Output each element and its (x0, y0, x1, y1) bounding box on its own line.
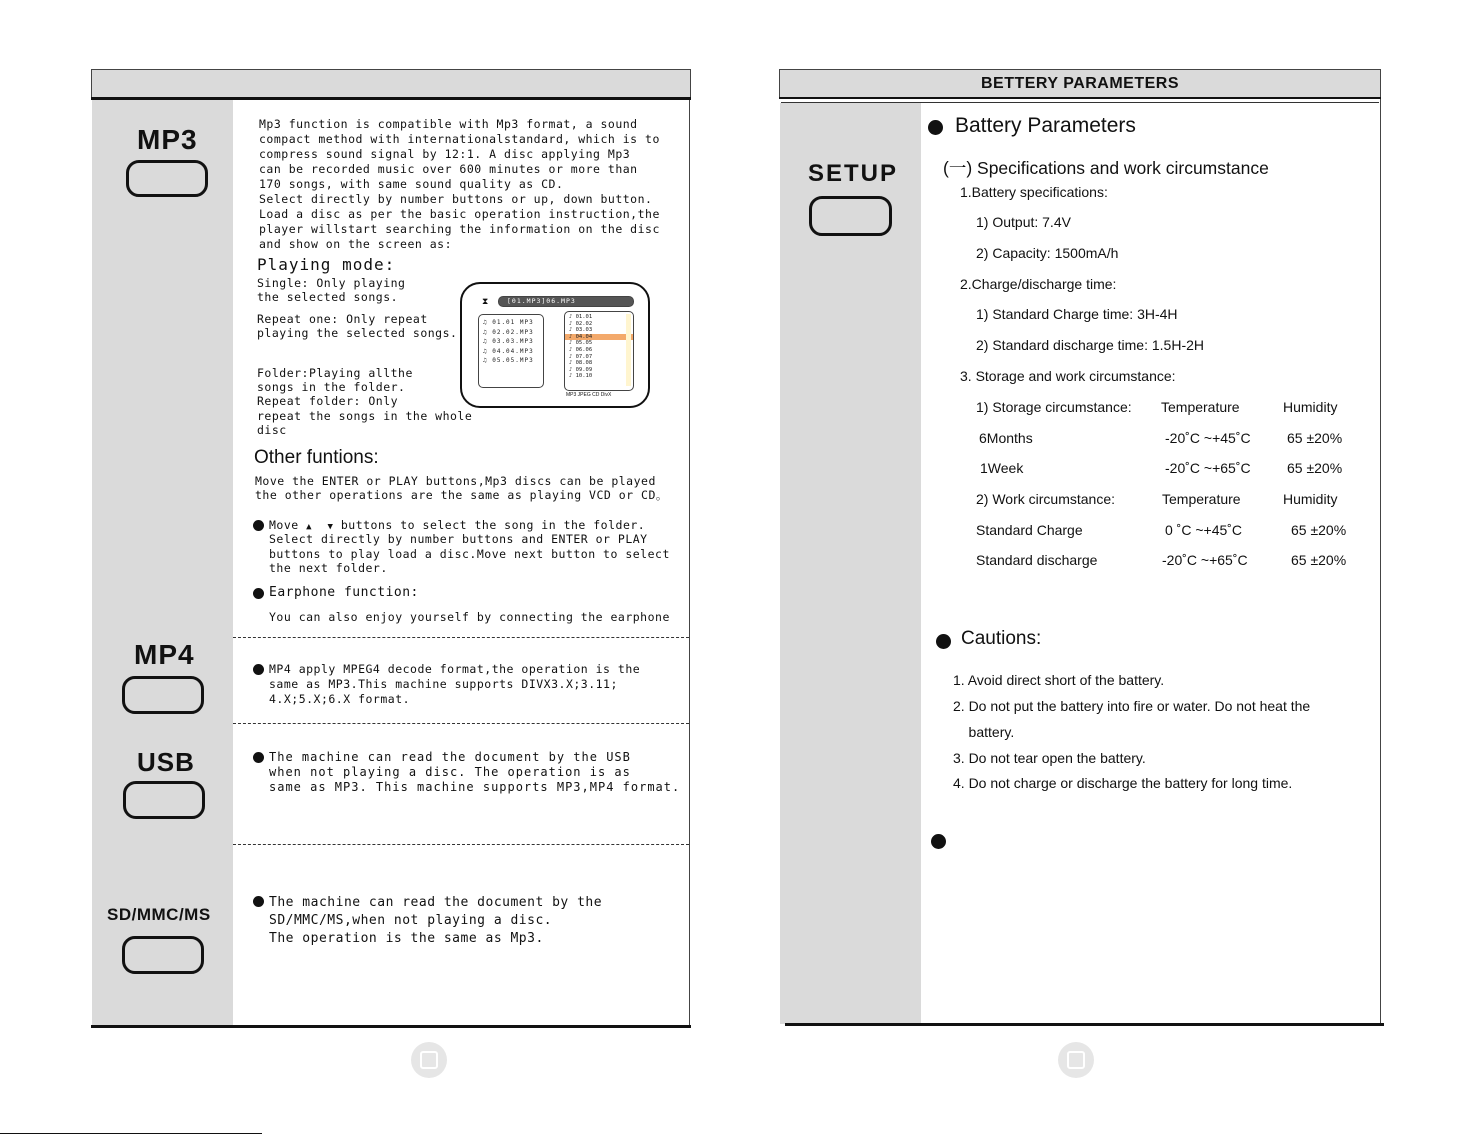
mode-folder-text: Folder:Playing allthe songs in the folder. Repeat folder: Only repeat the songs in the whole disc (257, 366, 473, 437)
spec-output: 1) Output: 7.4V (976, 214, 1071, 230)
usb-button-icon (123, 781, 205, 819)
left-bottom-rule (91, 1025, 691, 1028)
empty-bullet (931, 834, 946, 849)
folder-list-item: ♫ 05.05.MP3 (483, 357, 534, 364)
move-desc: buttons to select the song in the folder. (340, 518, 646, 532)
mode-single-text: Single: Only playing the selected songs. (257, 276, 406, 304)
spec-subtitle: (一) Specifications and work circumstance (943, 158, 1269, 178)
table-row-1-col-0: 6Months (979, 430, 1033, 446)
track-list-item: ♪ 10.10 (569, 373, 593, 380)
mp4-text: MP4 apply MPEG4 decode format,the operation is the same as MP3.This machine supports DIVX3.X;3.11; 4.X;5.X;6.X format. (269, 662, 641, 706)
usb-label: USB (137, 747, 195, 777)
table-row-1-col-1: -20˚C ~+45˚C (1165, 430, 1251, 446)
table-row-3-col-1: Temperature (1162, 491, 1241, 507)
spec-capacity: 2) Capacity: 1500mA/h (976, 245, 1119, 261)
track-list-item: ♪ 07.07 (569, 353, 593, 360)
divider-usb (233, 723, 689, 724)
right-header-rule (779, 97, 1381, 99)
table-row-0-col-0: 1) Storage circumstance: (976, 399, 1132, 415)
table-row-5-col-0: Standard discharge (976, 552, 1098, 568)
earphone-title: Earphone function: (269, 585, 419, 600)
storage-title: 3. Storage and work circumstance: (960, 368, 1176, 384)
track-list-item: ♪ 02.02 (569, 320, 593, 327)
track-scrollbar (626, 314, 631, 386)
sd-text: The machine can read the document by the SD/MMC/MS,when not playing a disc. The operation is the same as Mp3. (269, 895, 603, 946)
other-functions-title: Other funtions: (254, 447, 379, 468)
mp3-intro-text: Mp3 function is compatible with Mp3 format, a sound compact method with internationalstandard, which is to compress sound signal by 12:1. A disc applying Mp3 can be recorded music over 600 minutes or more than 170 songs, with same sound quality as CD. Select directly by number buttons or up, down button. Load a disc as per the basic operation instruction,the player willstart searching the information on the disc and show on the screen as: (259, 117, 660, 251)
left-sidebar (92, 100, 233, 1026)
caution-item-1: 1. Avoid direct short of the battery. (953, 672, 1165, 688)
folder-list-item: ♫ 04.04.MP3 (483, 347, 534, 355)
table-row-1-col-2: 65 ±20% (1287, 430, 1343, 446)
divider-mp4 (233, 637, 689, 638)
track-list-item: ♪ 08.08 (569, 360, 593, 367)
table-row-4-col-2: 65 ±20% (1291, 522, 1347, 538)
move-rest-text: Select directly by number buttons and ENTER or PLAY buttons to play load a disc.Move next button to select the next folder. (269, 532, 670, 575)
table-row-3-col-2: Humidity (1283, 491, 1338, 507)
folder-list-item: ♫ 03.03.MP3 (483, 338, 534, 345)
usb-bullet (253, 752, 264, 763)
track-list-item: ♪ 06.06 (569, 346, 593, 353)
track-list-item: ♪ 03.03 (569, 327, 593, 334)
earphone-bullet (253, 588, 264, 599)
mp4-label: MP4 (134, 639, 195, 670)
move-bullet (253, 520, 264, 531)
mp3-button-icon (126, 160, 208, 197)
table-row-4-col-1: 0 ˚C ~+45˚C (1165, 522, 1243, 538)
right-sidebar (780, 103, 921, 1024)
table-row-0-col-2: Humidity (1283, 399, 1338, 415)
right-bottom-rule (785, 1023, 1384, 1026)
table-row-2-col-2: 65 ±20% (1287, 460, 1343, 476)
table-row-5-col-1: -20˚C ~+65˚C (1162, 552, 1248, 568)
down-arrow-icon: ▼ (327, 522, 334, 532)
spec-title: 1.Battery specifications: (960, 184, 1108, 200)
track-list-item: ♪ 01.01 (569, 314, 593, 320)
table-row-2-col-0: 1Week (980, 460, 1024, 476)
left-page-number-mark (411, 1042, 447, 1078)
format-logos: MP3 JPEG CD DivX (566, 392, 612, 398)
folder-list-item: ♫ 01.01 MP3 (483, 319, 534, 326)
standard-discharge-time: 2) Standard discharge time: 1.5H-2H (976, 337, 1204, 353)
mp3-label: MP3 (137, 124, 198, 155)
sd-bullet (253, 896, 264, 907)
cautions-bullet (936, 634, 951, 649)
cautions-title: Cautions: (961, 628, 1042, 649)
mp4-button-icon (122, 676, 204, 714)
right-header-title: BETTERY PARAMETERS (980, 75, 1180, 92)
setup-label: SETUP (808, 160, 899, 187)
folder-list-item: ♫ 02.02.MP3 (483, 328, 534, 336)
move-line (269, 518, 645, 532)
charge-title: 2.Charge/discharge time: (960, 276, 1117, 292)
table-row-0-col-1: Temperature (1161, 399, 1240, 415)
up-arrow-icon: ▲ (306, 522, 313, 532)
battery-title: Battery Parameters (955, 114, 1136, 137)
track-list-item: ♪ 04.04 (565, 334, 633, 341)
mp4-bullet (253, 664, 264, 675)
left-right-border (689, 100, 690, 1026)
folder-list (478, 314, 544, 388)
bottom-stray-rule (0, 1133, 262, 1134)
setup-button-icon (809, 196, 892, 236)
caution-item-4: 4. Do not charge or discharge the battery for long time. (953, 775, 1293, 791)
caution-item-3: 3. Do not tear open the battery. (953, 750, 1146, 766)
table-row-5-col-2: 65 ±20% (1291, 552, 1347, 568)
hourglass-icon: ⧗ (482, 296, 489, 306)
sd-label: SD/MMC/MS (107, 905, 211, 924)
move-label: Move (269, 518, 299, 532)
usb-text: The machine can read the document by the USB when not playing a disc. The operation is as same as MP3. This machine supports MP3,MP4 format. (269, 750, 681, 794)
track-list (564, 311, 634, 391)
sd-button-icon (122, 936, 204, 974)
earphone-text: You can also enjoy yourself by connecting the earphone (269, 610, 670, 624)
caution-item-2: 2. Do not put the battery into fire or water. Do not heat the (953, 698, 1311, 714)
right-page-number-mark (1058, 1042, 1094, 1078)
right-right-border (1380, 99, 1381, 1025)
battery-title-bullet (928, 120, 943, 135)
table-row-4-col-0: Standard Charge (976, 522, 1083, 538)
divider-sd (233, 844, 689, 845)
other-functions-text: Move the ENTER or PLAY buttons,Mp3 discs can be played the other operations are the same as playing VCD or CD。 (255, 474, 668, 502)
track-list-item: ♪ 05.05 (569, 340, 593, 347)
table-row-2-col-1: -20˚C ~+65˚C (1165, 460, 1251, 476)
mode-repeat-one-text: Repeat one: Only repeat playing the selected songs. (257, 312, 458, 340)
standard-charge-time: 1) Standard Charge time: 3H-4H (976, 306, 1178, 322)
disc-screen-display (460, 282, 650, 408)
table-row-3-col-0: 2) Work circumstance: (976, 491, 1115, 507)
screen-title-bar: [01.MP3]06.MP3 (498, 296, 634, 307)
track-list-item: ♪ 09.09 (569, 366, 593, 373)
left-header-band (91, 69, 691, 99)
playing-mode-title: Playing mode: (257, 255, 396, 274)
caution-item-2-cont: battery. (953, 724, 1015, 740)
